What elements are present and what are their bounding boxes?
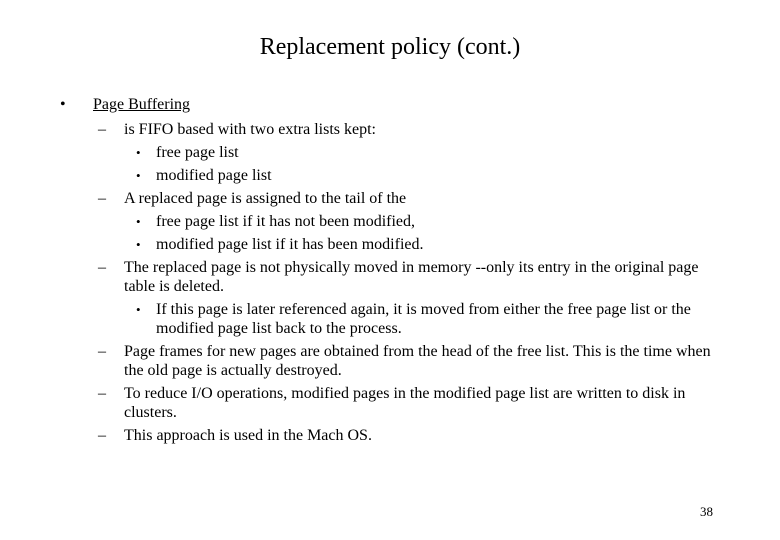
bullet-marker: – [98, 385, 106, 403]
bullet-item [0, 93, 780, 116]
bullet-marker: – [98, 427, 106, 445]
bullet-item [0, 235, 716, 254]
bullet-item [0, 212, 716, 231]
bullet-item [0, 120, 714, 139]
bullet-marker: • [136, 168, 141, 184]
bullet-text: The replaced page is not physically moved in memory --only its entry in the original page table is deleted. [124, 259, 699, 296]
bullet-marker: – [98, 121, 106, 139]
bullet-marker: – [98, 259, 106, 277]
bullet-marker: • [136, 214, 141, 230]
bullet-item [0, 143, 716, 162]
bullet-item [0, 342, 714, 380]
bullet-text: Page Buffering [93, 96, 191, 113]
bullet-marker: – [98, 190, 106, 208]
bullet-marker: • [60, 96, 66, 113]
slide-title: Replacement policy (cont.) [259, 34, 521, 60]
bullet-item [0, 258, 714, 296]
bullet-list [0, 93, 780, 445]
bullet-item [0, 189, 714, 208]
bullet-marker: • [136, 145, 141, 161]
bullet-marker: • [136, 237, 141, 253]
bullet-text: free page list if it has not been modified, [156, 213, 416, 231]
bullet-marker: • [136, 302, 141, 318]
bullet-item [0, 166, 716, 185]
bullet-text: Page frames for new pages are obtained from the head of the free list. This is the time when the old page is actually destroyed. [124, 343, 711, 380]
bullet-item [0, 426, 714, 445]
bullet-text: modified page list if it has been modified. [156, 236, 424, 254]
bullet-text: If this page is later referenced again, it is moved from either the free page list or the modified page list back to the process. [156, 301, 691, 338]
bullet-text: To reduce I/O operations, modified pages in the modified page list are written to disk in clusters. [124, 385, 686, 422]
bullet-text: This approach is used in the Mach OS. [124, 427, 372, 445]
bullet-text: A replaced page is assigned to the tail of the [124, 190, 407, 208]
bullet-item [0, 300, 716, 338]
bullet-item [0, 384, 714, 422]
page-number: 38 [700, 504, 713, 519]
bullet-marker: – [98, 343, 106, 361]
bullet-text: free page list [156, 144, 239, 162]
bullet-text: is FIFO based with two extra lists kept: [124, 121, 376, 139]
bullet-text: modified page list [156, 167, 272, 185]
